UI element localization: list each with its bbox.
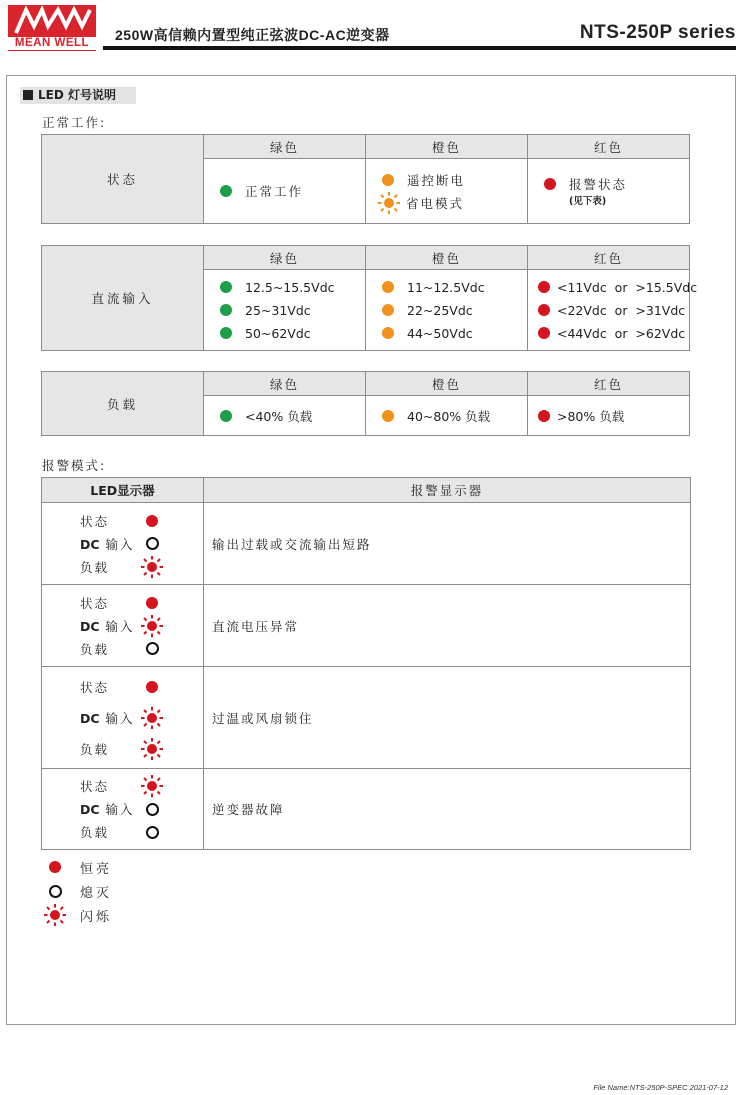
alarm-description: 过温或风扇锁住 xyxy=(204,667,691,769)
orange-led-icon xyxy=(382,410,394,422)
square-bullet-icon xyxy=(23,90,33,100)
alarm-description: 直流电压异常 xyxy=(204,585,691,667)
dc-red-range-3: <44Vdc or >62Vdc xyxy=(557,325,686,341)
load-led-table xyxy=(41,371,690,436)
header-red: 红色 xyxy=(528,246,690,270)
dc-input-led-label: DC 输入 xyxy=(80,536,135,552)
dc-input-led-label: DC 输入 xyxy=(80,710,135,726)
load-green-text: <40% 负载 xyxy=(245,408,313,424)
orange-blink-icon xyxy=(378,192,400,214)
dc-input-led-label: DC 输入 xyxy=(80,802,135,817)
status-led-label: 状态 xyxy=(80,513,110,529)
red-blink-icon xyxy=(141,707,163,729)
alarm-mode-label: 报警模式: xyxy=(42,458,107,473)
dc-orange-cell xyxy=(366,270,528,351)
red-led-icon xyxy=(538,410,550,422)
red-blink-icon xyxy=(141,775,163,797)
header-orange: 橙色 xyxy=(366,246,528,270)
logo-text: MEAN WELL xyxy=(8,37,96,50)
green-led-icon xyxy=(220,185,232,197)
load-row-label: 负载 xyxy=(42,372,204,436)
green-led-icon xyxy=(220,410,232,422)
red-solid-icon xyxy=(146,597,158,609)
mean-well-logo xyxy=(8,5,96,51)
dc-red-range-1: <11Vdc or >15.5Vdc xyxy=(557,279,698,295)
red-blink-icon xyxy=(141,615,163,637)
legend-solid-text: 恒亮 xyxy=(80,861,113,877)
red-led-icon xyxy=(538,281,550,293)
dc-input-led-table xyxy=(41,245,698,351)
alarm-header-led: LED显示器 xyxy=(42,478,204,503)
status-led-table xyxy=(41,134,690,224)
dc-red-range-2: <22Vdc or >31Vdc xyxy=(557,302,686,318)
status-orange-cell xyxy=(366,159,528,224)
off-ring-icon xyxy=(146,537,159,550)
header-green: 绿色 xyxy=(204,372,366,396)
load-red-text: >80% 负载 xyxy=(557,408,625,424)
red-blink-icon xyxy=(44,904,66,926)
alarm-row xyxy=(42,503,691,585)
header-red: 红色 xyxy=(528,372,690,396)
dc-green-cell xyxy=(204,270,366,351)
legend-blink xyxy=(42,903,112,927)
dc-orange-range-3: 44~50Vdc xyxy=(407,325,473,341)
load-green-cell xyxy=(204,396,366,436)
legend xyxy=(42,855,112,927)
alarm-description: 逆变器故障 xyxy=(204,769,691,850)
led-indicator-cell xyxy=(42,585,204,667)
legend-off-text: 熄灭 xyxy=(80,885,113,901)
alarm-header-display: 报警显示器 xyxy=(204,478,691,503)
status-row-label: 状态 xyxy=(42,135,204,224)
file-name-footer: File Name:NTS-250P-SPEC 2021-07-12 xyxy=(593,1083,728,1092)
red-blink-icon xyxy=(141,556,163,578)
status-red-cell xyxy=(528,159,690,224)
load-led-label: 负载 xyxy=(80,559,110,575)
series-name: NTS-250P series xyxy=(579,22,736,43)
orange-led-icon xyxy=(382,174,394,186)
load-led-label: 负载 xyxy=(80,825,110,840)
led-indicator-cell xyxy=(42,503,204,585)
status-orange-text-1: 遥控断电 xyxy=(407,172,466,188)
load-orange-cell xyxy=(366,396,528,436)
logo-mark xyxy=(8,6,96,36)
led-indicator-cell xyxy=(42,769,204,850)
dc-input-led-label: DC 输入 xyxy=(80,618,135,634)
alarm-row xyxy=(42,667,691,769)
dc-green-range-2: 25~31Vdc xyxy=(245,302,311,318)
status-green-text: 正常工作 xyxy=(245,184,304,199)
orange-led-icon xyxy=(382,327,394,339)
header-orange: 橙色 xyxy=(366,135,528,159)
load-orange-text: 40~80% 负载 xyxy=(407,408,491,424)
header-rule xyxy=(103,46,736,50)
header-green: 绿色 xyxy=(204,135,366,159)
off-ring-icon xyxy=(146,642,159,655)
legend-blink-text: 闪烁 xyxy=(80,909,113,925)
red-led-icon xyxy=(544,178,556,190)
dc-green-range-3: 50~62Vdc xyxy=(245,325,311,341)
status-led-label: 状态 xyxy=(80,679,110,695)
red-led-icon xyxy=(538,327,550,339)
red-solid-icon xyxy=(146,515,158,527)
section-title xyxy=(20,87,136,104)
legend-solid xyxy=(42,855,112,879)
alarm-row xyxy=(42,769,691,850)
status-green-cell xyxy=(204,159,366,224)
dc-row-label: 直流输入 xyxy=(42,246,204,351)
orange-led-icon xyxy=(382,304,394,316)
status-red-text: 报警状态 xyxy=(569,177,628,192)
off-ring-icon xyxy=(146,803,159,816)
status-led-label: 状态 xyxy=(80,779,110,794)
load-led-label: 负载 xyxy=(80,641,110,657)
document-title: 250W高信赖内置型纯正弦波DC-AC逆变器 xyxy=(115,27,390,43)
off-ring-icon xyxy=(146,826,159,839)
red-blink-icon xyxy=(141,738,163,760)
header-red: 红色 xyxy=(528,135,690,159)
load-red-cell xyxy=(528,396,690,436)
orange-led-icon xyxy=(382,281,394,293)
status-orange-text-2: 省电模式 xyxy=(406,195,465,211)
status-led-label: 状态 xyxy=(80,595,110,611)
led-indicator-cell xyxy=(42,667,204,769)
green-led-icon xyxy=(220,304,232,316)
red-solid-icon xyxy=(146,681,158,693)
red-led-icon xyxy=(538,304,550,316)
dc-red-cell xyxy=(528,270,698,351)
header-orange: 橙色 xyxy=(366,372,528,396)
red-solid-icon xyxy=(49,861,61,873)
status-red-note: (见下表) xyxy=(569,196,607,207)
legend-off xyxy=(42,879,112,903)
normal-operation-label: 正常工作: xyxy=(42,115,107,130)
header-green: 绿色 xyxy=(204,246,366,270)
alarm-description: 输出过载或交流输出短路 xyxy=(204,503,691,585)
off-ring-icon xyxy=(49,885,62,898)
green-led-icon xyxy=(220,281,232,293)
green-led-icon xyxy=(220,327,232,339)
dc-orange-range-2: 22~25Vdc xyxy=(407,302,473,318)
dc-green-range-1: 12.5~15.5Vdc xyxy=(245,279,335,295)
section-title-text: LED 灯号说明 xyxy=(38,88,116,102)
load-led-label: 负载 xyxy=(80,741,110,757)
alarm-table xyxy=(41,477,691,850)
dc-orange-range-1: 11~12.5Vdc xyxy=(407,279,485,295)
alarm-row xyxy=(42,585,691,667)
